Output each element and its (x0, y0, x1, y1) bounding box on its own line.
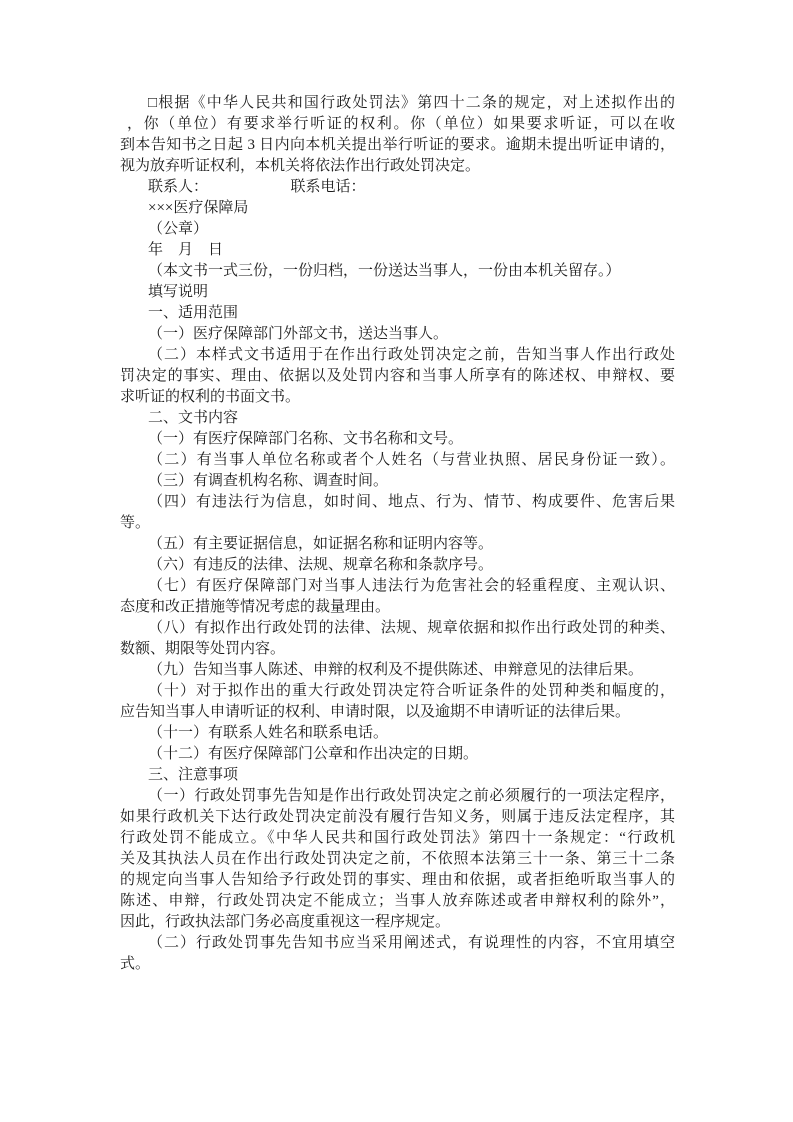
text-line: （二）本样式文书适用于在作出行政处罚决定之前，告知当事人作出行政处 (148, 347, 675, 363)
text-line: （一）医疗保障部门外部文书，送达当事人。 (148, 326, 449, 342)
text-line: 陈述、申辩，行政处罚决定不能成立；当事人放弃陈述或者申辩权利的除外”， (120, 893, 675, 909)
text-line: 填写说明 (148, 284, 209, 300)
text-line: （六）有违反的法律、法规、规章名称和条款序号。 (148, 557, 494, 573)
text-line: 一、适用范围 (148, 305, 239, 321)
text-line: 行政处罚不能成立。《中华人民共和国行政处罚法》第四十一条规定：“行政机 (120, 830, 675, 846)
text-line: ，你（单位）有要求举行听证的权利。你（单位）如果要求听证，可以在收 (127, 116, 675, 132)
text-line: 求听证的权利的书面文书。 (120, 389, 301, 405)
text-line: （三）有调查机构名称、调查时间。 (148, 473, 389, 489)
text-line: 年 月 日 (148, 242, 224, 258)
text-line: 罚决定的事实、理由、依据以及处罚内容和当事人所享有的陈述权、申辩权、要 (120, 368, 675, 384)
text-line: 的规定向当事人告知给予行政处罚的事实、理由和依据，或者拒绝听取当事人的 (120, 872, 675, 888)
text-line: 二、文书内容 (148, 410, 239, 426)
text-line: 应告知当事人申请听证的权利、申请时限，以及逾期不申请听证的法律后果。 (120, 704, 631, 720)
document-body (120, 93, 675, 975)
text-line: 数额、期限等处罚内容。 (120, 641, 286, 657)
text-line: （二）行政处罚事先告知书应当采用阐述式，有说理性的内容，不宜用填空 (148, 935, 675, 951)
text-line: （七）有医疗保障部门对当事人违法行为危害社会的轻重程度、主观认识、 (148, 578, 675, 594)
text-line: 等。 (120, 515, 151, 531)
text-line: 如果行政机关下达行政处罚决定前没有履行告知义务，则属于违反法定程序，其 (120, 809, 675, 825)
text-line: 视为放弃听证权利，本机关将依法作出行政处罚决定。 (120, 158, 481, 174)
text-line: 式。 (120, 956, 151, 972)
text-line: 态度和改正措施等情况考虑的裁量理由。 (120, 599, 391, 615)
text-line: 到本告知书之日起 3 日内向本机关提出举行听证的要求。逾期未提出听证申请的， (120, 137, 675, 153)
text-line: 三、注意事项 (148, 767, 239, 783)
text-line: □根据《中华人民共和国行政处罚法》第四十二条的规定，对上述拟作出的 (148, 95, 675, 111)
text-line: （十一）有联系人姓名和联系电话。 (148, 725, 389, 741)
text-line: 关及其执法人员在作出行政处罚决定之前，不依照本法第三十一条、第三十二条 (120, 851, 675, 867)
text-line: （九）告知当事人陈述、申辩的权利及不提供陈述、申辩意见的法律后果。 (148, 662, 644, 678)
text-line: （四）有违法行为信息，如时间、地点、行为、情节、构成要件、危害后果 (148, 494, 675, 510)
text-line: 联系人： 联系电话： (148, 179, 366, 195)
text-line: （五）有主要证据信息，如证据名称和证明内容等。 (148, 536, 494, 552)
text-line: （一）有医疗保障部门名称、文书名称和文号。 (148, 431, 464, 447)
text-line: （公章） (148, 221, 209, 237)
text-line: ×××医疗保障局 (148, 200, 249, 216)
text-line: （一）行政处罚事先告知是作出行政处罚决定之前必须履行的一项法定程序， (148, 788, 675, 804)
text-line: 因此，行政执法部门务必高度重视这一程序规定。 (120, 914, 451, 930)
text-line: （十二）有医疗保障部门公章和作出决定的日期。 (148, 746, 479, 762)
text-line: （十）对于拟作出的重大行政处罚决定符合听证条件的处罚种类和幅度的， (148, 683, 675, 699)
text-line: （八）有拟作出行政处罚的法律、法规、规章依据和拟作出行政处罚的种类、 (148, 620, 675, 636)
text-line: （二）有当事人单位名称或者个人姓名（与营业执照、居民身份证一致）。 (148, 452, 675, 468)
text-line: （本文书一式三份，一份归档，一份送达当事人，一份由本机关留存。） (148, 263, 621, 279)
